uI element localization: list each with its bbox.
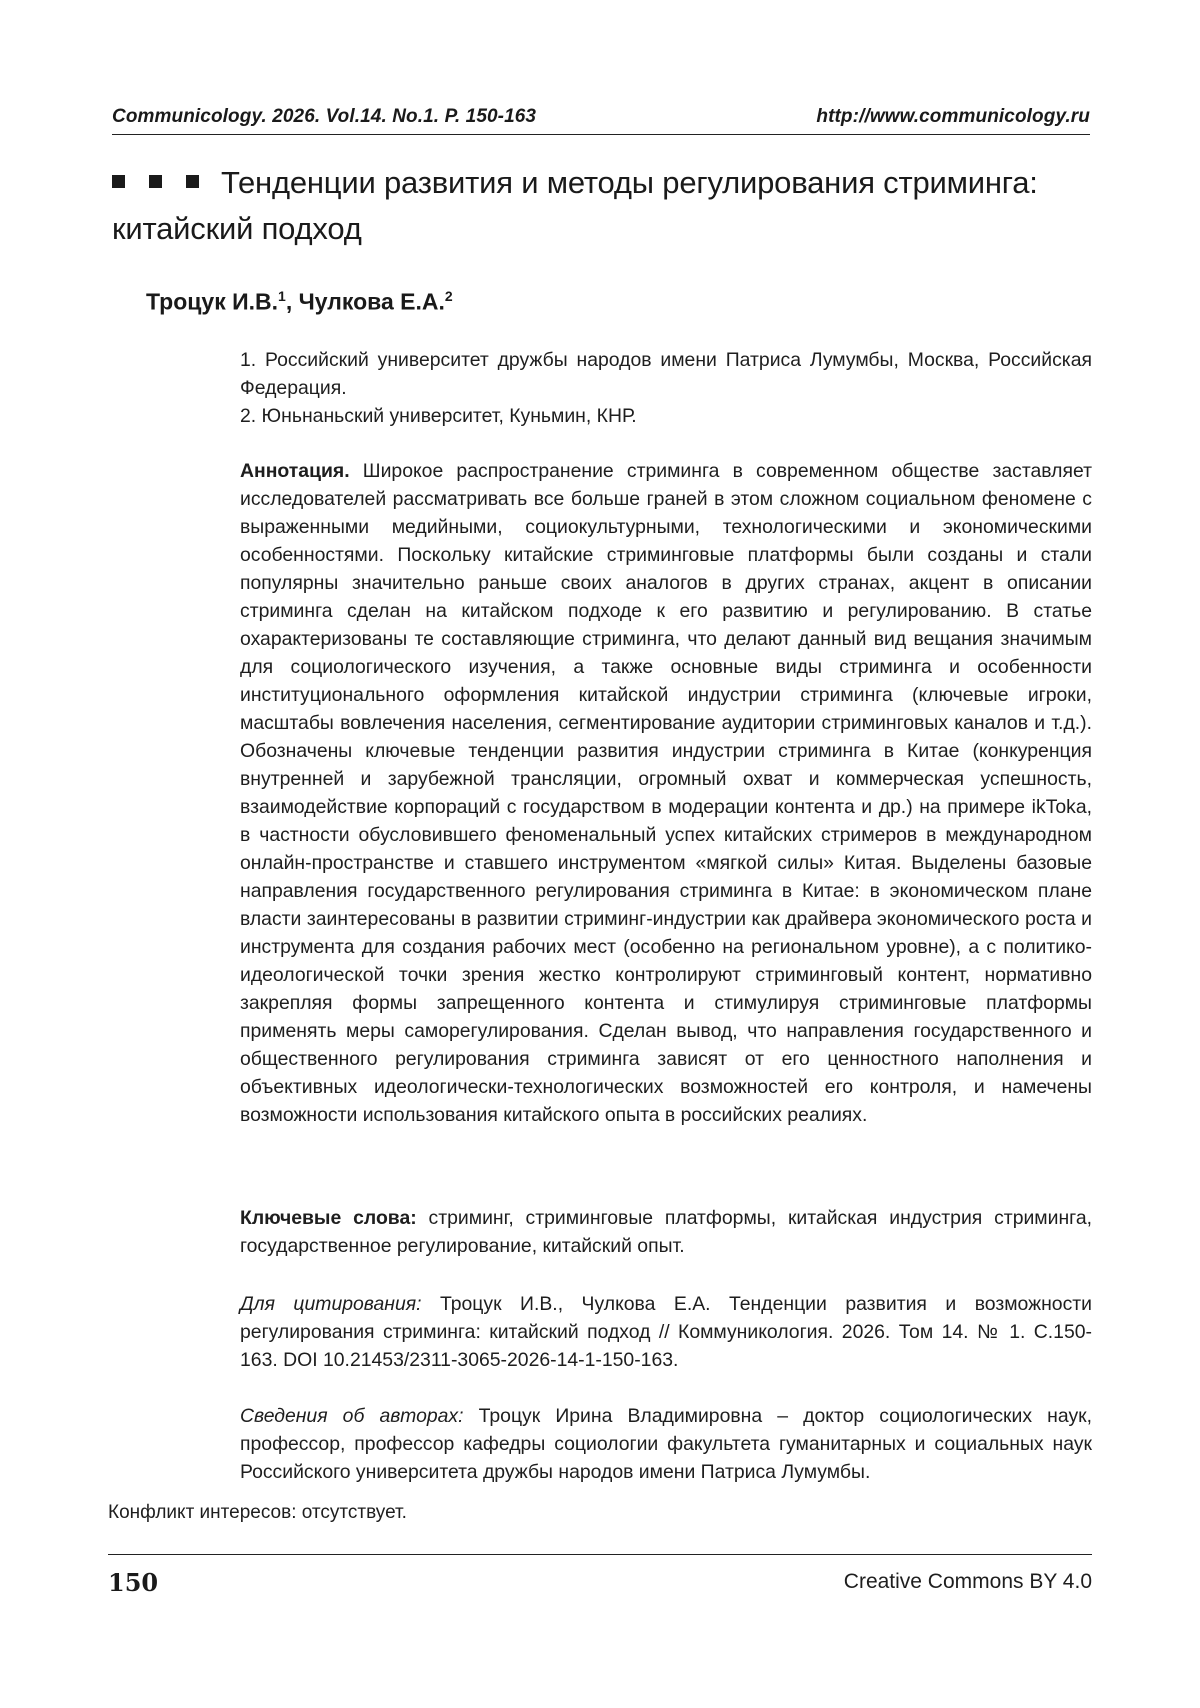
about-authors-text: Троцук Ирина Владимировна – доктор социологических наук, профессор, профессор кафедры социологии факультета гуманитарных и социальных наук Российского университета дружбы народов имени Патриса Лумумбы.: [240, 1405, 1093, 1483]
affiliation-item: 2. Юньнаньский университет, Куньмин, КНР.: [240, 405, 637, 427]
abstract-section: [240, 457, 1092, 1129]
affiliation-marker: 2: [444, 288, 453, 304]
citation-label: Для цитирования:: [240, 1293, 422, 1315]
journal-website-link[interactable]: http://www.communicology.ru: [816, 106, 1090, 127]
citation-text: Троцук И.В., Чулкова Е.А. Тенденции развития и возможности регулирования стриминга: китайский подход // Коммуникология. 2026. Том 14. № 1. С.150-163. DOI 10.21453/2311-3065-2026-14-1-150-163.: [240, 1293, 1092, 1371]
citation-section: [240, 1290, 1092, 1374]
square-bullet-icon: [112, 175, 125, 188]
footer-divider: [108, 1554, 1092, 1555]
conflict-of-interest: Конфликт интересов: отсутствует.: [108, 1502, 407, 1523]
article-title: [112, 160, 1102, 252]
author-name: Чулкова Е.А.: [298, 288, 445, 315]
author-separator: ,: [285, 288, 299, 315]
affiliation-item: 1. Российский университет дружбы народов имени Патриса Лумумбы, Москва, Российская Федерация.: [240, 349, 1092, 399]
affiliation-marker: 1: [278, 288, 286, 304]
keywords-text: стриминг, стриминговые платформы, китайская индустрия стриминга, государственное регулирование, китайский опыт.: [240, 1207, 1092, 1257]
author-name: Троцук И.В.: [146, 288, 279, 315]
abstract-label: Аннотация.: [240, 460, 350, 482]
running-header: [112, 104, 1090, 135]
about-authors-section: [240, 1402, 1092, 1486]
keywords-section: [240, 1204, 1092, 1260]
journal-citation: Communicology. 2026. Vol.14. No.1. P. 150-163: [112, 106, 537, 127]
square-bullet-icon: [149, 175, 162, 188]
license-note: Creative Commons BY 4.0: [843, 1570, 1092, 1593]
keywords-label: Ключевые слова:: [240, 1207, 417, 1229]
article-title-text: Тенденции развития и методы регулирования стриминга: китайский подход: [112, 165, 1038, 246]
author-list: [146, 288, 453, 316]
about-authors-label: Сведения об авторах:: [240, 1405, 464, 1427]
abstract-text: Широкое распространение стриминга в современном обществе заставляет исследователей рассматривать все больше граней в этом сложном социальном феномене с выраженными медийными, социокультурными, технологическими и экономическими особенностями. Поскольку китайские стриминговые платформы были созданы и стали популярны значительно раньше своих аналогов в других странах, акцент в описании стриминга сделан на китайском подходе к его развитию и регулированию. В статье охарактеризованы те составляющие стриминга, что делают данный вид вещания значимым для социологического изучения, а также основные виды стриминга и особенности институционального оформления китайской индустрии стриминга (ключевые игроки, масштабы вовлечения населения, сегментирование аудитории стриминговых каналов и т.д.). Обозначены ключевые тенденции развития индустрии стриминга в Китае (конкуренция внутренней и зарубежной трансляции, огромный охват и коммерческая успешность, взаимодействие корпораций с государством в модерации контента и др.) на примере ikToka, в частности обусловившего феноменальный успех китайских стримеров в международном онлайн-пространстве и ставшего инструментом «мягкой силы» Китая. Выделены базовые направления государственного регулирования стриминга в Китае: в экономическом плане власти заинтересованы в развитии стриминг-индустрии как драйвера экономического роста и инструмента для создания рабочих мест (особенно на региональном уровне), а с политико-идеологической точки зрения жестко контролируют стриминговый контент, нормативно закрепляя формы запрещенного контента и стимулируя стриминговые платформы применять меры саморегулирования. Сделан вывод, что направления государственного и общественного регулирования стриминга зависят от его ценностного наполнения и объективных идеологически-технологических возможностей его контроля, и намечены возможности использования китайского опыта в российских реалиях.: [240, 460, 1092, 1126]
square-bullet-icon: [186, 175, 199, 188]
affiliations: [240, 346, 1092, 430]
page-number: 150: [108, 1568, 159, 1597]
